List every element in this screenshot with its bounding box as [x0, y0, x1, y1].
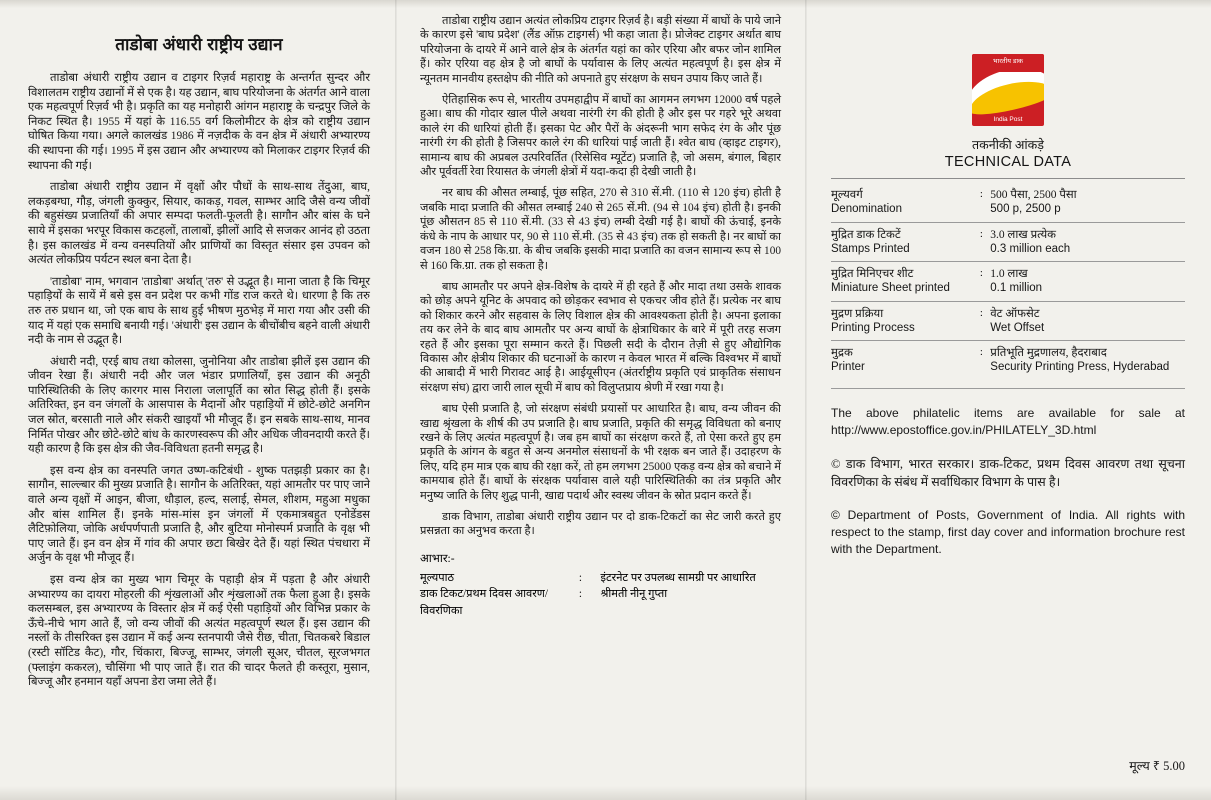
- logo-container: [831, 54, 1185, 126]
- tech-value-en: Wet Offset: [990, 321, 1045, 334]
- paragraph: नर बाघ की औसत लम्बाई, पूंछ सहित, 270 से 310 सें.मी. (110 से 120 इंच) होती है जबकि मादा प्रजाति की औसत लम्बाई 240 से 265 सें.मी. (94 से 104 इंच) होती है। इनकी पूंछ औसतन 85 से 110 सें.मी. (33 से 43 इंच) लम्बी देखी गई है। बाघों की ऊंचाई, इनके कंधे के नाप के आधार पर, 90 से 110 सें.मी. (35 से 43 इंच) तक हो सकती है। नर बाघों का वजन 180 से 258 कि.ग्रा. के बीच जबकि इसकी मादा प्रजाति का वजन सामान्य रूप से 100 से 160 कि.ग्रा. तक हो सकता है।: [420, 187, 781, 272]
- tech-label: [831, 222, 973, 262]
- tech-colon: :: [973, 262, 991, 302]
- acknowledgement-table: [420, 570, 781, 620]
- price-label: मूल्य ₹ 5.00: [1129, 759, 1185, 773]
- tech-value-en: 0.3 million each: [990, 242, 1071, 255]
- tech-value-hi: 1.0 लाख: [990, 268, 1028, 280]
- paragraph: अंधारी नदी, एरई बाघ तथा कोलसा, जुनोनिया और ताडोबा झीलें इस उद्यान की जीवन रेखा हैं। अंधारी नदी और जल भंडार प्रणालियाँ, इस उद्यान की अनूठी पारिस्थितिकी के लिए कारगर मास निराला जलापूर्ति का स्रोत सिद्ध होती हैं। इसके अतिरिक्त, इन वन जंगलों के आसपास के मैदानों और पहाड़ियों में छोटे-छोटे अनगिन जल स्रोत, बरसाती नाले और संकरी खाइयाँ भी मौजूद हैं। इन सबके साथ-साथ, मानव निर्मित पोखर और छोटे-छोटे बांध के कारणस्वरूप की और अधिक जीवनदायी करते हैं। यही कारण है कि इस क्षेत्र की जैव-विविधता हतनी समृद्ध है।: [28, 355, 370, 456]
- ack-key: डाक टिकट/प्रथम दिवस आवरण/: [420, 588, 548, 601]
- tech-label-en: Printer: [831, 361, 865, 373]
- ack-colon: :: [578, 571, 582, 584]
- tech-label-hi: मुद्रण प्रक्रिया: [831, 307, 884, 320]
- tech-label-hi: मुद्रित मिनिएचर शीट: [831, 268, 914, 280]
- acknowledgement-heading: आभार:-: [420, 552, 455, 565]
- copyright-english: © Department of Posts, Government of India. All rights with respect to the stamp, first day cover and information brochure rest with the Department.: [831, 507, 1185, 556]
- table-row: [831, 222, 1185, 262]
- ack-value: श्रीमती नीनू गुप्ता: [600, 588, 668, 601]
- tech-value: [990, 262, 1185, 302]
- tech-value-hi: 500 पैसा, 2500 पैसा: [990, 189, 1077, 201]
- table-row: [831, 183, 1185, 222]
- tech-value-hi: वेट ऑफसेट: [990, 307, 1040, 320]
- paragraph: इस वन्य क्षेत्र का मुख्य भाग चिमूर के पहाड़ी क्षेत्र में पड़ता है और अंधारी अभ्यारण्य का दायरा मोहरली की शृंखलाओं और शृंखलाओं तक फैला हुआ है। इसके कलसम्बल, इस अभ्यारण्य के विस्तार क्षेत्र में कई ऐसी पहाड़ियों और विभिन्न प्रकार के ऊँचे-नीचे भाग आते हैं, जो वन्य जीवों की अत्यंत महत्वपूर्ण स्थल हैं। इस उद्यान की नस्लों के तीसरिक्त इस उद्यान में कई अन्य स्तनपायी जैसे रीछ, चीता, चितकबरे बिडाल (रस्टी सॉटिड कैट), गौर, चिंकारा, बिज्जू, साम्भर, जंगली सूअर, चीतल, सूरजभगत (फ्लाइंग ककरल), चौसिंगा भी पाए जाते हैं। रात की चादर फैलते ही कस्तूरा, मुसान, बिज्जू और हनमान यहाँ अपना डेरा जमा लेते हैं।: [28, 574, 370, 689]
- paragraph: डाक विभाग, ताडोबा अंधारी राष्ट्रीय उद्यान पर दो डाक-टिकटों का सेट जारी करते हुए प्रसन्नता का अनुभव करता है।: [420, 511, 781, 538]
- tech-colon: :: [973, 183, 991, 222]
- ack-colon: :: [578, 588, 582, 601]
- paragraph: 'ताडोबा' नाम, भगवान 'ताडोबा' अर्थात् 'तरु' से उद्भूत है। माना जाता है कि चिमूर पहाड़ियों के सायें में बसे इस वन प्रदेश पर कभी गोंड राज करते थे। धारणा है कि तरु तरु तरु प्रधान था, जो एक बाघ के साथ हुई भीषण मुठभेड़ में मारा गया और उसी की याद में यहां एक समाधि बनायी गई। 'अंधारी' इस उद्यान के बीचोंबीच बहने वाली अंधारी नदी के नाम से उद्भूत है।: [28, 275, 371, 347]
- divider: [831, 388, 1185, 389]
- technical-data-heading-hi: तकनीकी आंकड़े: [972, 138, 1044, 152]
- paragraph: ताडोबा अंधारी राष्ट्रीय उद्यान में वृक्षों और पौधों के साथ-साथ तेंदुआ, बाघ, लकड़बग्घा, गौड़, जंगली कुक्कुर, सियार, काकड़, गवल, साम्भर आदि जैसे वन्य जीवों की बहुसंख्य प्रजातियाँ की अपार सम्पदा फलती-फूलती है। सागौन और बांस के घने साये में इसका भरपूर विकास कटहलों, तालाबों, झीलों आदि से सजकर आनंद हो उठता है। इस कालखंड में वन्य वनस्पतियों और प्राणियों का विस्तृत संसार इस उपवन को अत्यंत लोकप्रिय पर्यटन स्थल बना देता है।: [28, 181, 370, 267]
- paragraph: ऐतिहासिक रूप से, भारतीय उपमहाद्वीप में बाघों का आगमन लगभग 12000 वर्ष पहले हुआ। बाघ की गोदार खाल पीले अथवा नारंगी रंग की होती है और इस पर गहरे भूरे अथवा काले रंग की धारियां होती हैं। इसका पेट और पैरों के अंदरूनी भाग सफेद रंग के और पूंछ नारंगी रंग की होती है जिसपर काले रंग की धारियां पाई जाती हैं। श्वेत बाघ (व्हाइट टाइगर), सामान्य बाघ की अप्रबल उत्परिवर्तित (रिसेसिव म्यूटेंट) प्रजाति है, जो असम, बंगाल, बिहार और पूर्ववर्ती रेवा रियासत के जंगली क्षेत्रों में यदा-कदा ही देखी जाती है।: [420, 94, 781, 179]
- tech-label: [831, 262, 973, 302]
- table-row: [420, 586, 781, 603]
- technical-data-heading-en: TECHNICAL DATA: [944, 154, 1072, 170]
- ack-colon: [579, 603, 601, 620]
- ack-key: विवरणिका: [420, 604, 463, 617]
- ack-key: मूल्यपाठ: [420, 571, 455, 584]
- tech-value-hi: 3.0 लाख प्रत्येक: [990, 228, 1056, 241]
- tech-label: [831, 301, 973, 341]
- sale-availability-note: The above philatelic items are available for sale at http://www.epostoffice.gov.in/PHILATELY_3D.html: [831, 405, 1185, 437]
- tech-label: [831, 341, 973, 380]
- tech-value: [990, 183, 1185, 222]
- copyright-hindi: © डाक विभाग, भारत सरकार। डाक-टिकट, प्रथम दिवस आवरण तथा सूचना विवरणिका के संबंध में सर्वाधिकार विभाग के पास है।: [831, 456, 1185, 489]
- logo-english-text: India Post: [993, 116, 1023, 123]
- ack-value: इंटरनेट पर उपलब्ध सामग्री पर आधारित: [600, 571, 756, 584]
- right-column: [805, 0, 1211, 800]
- left-column: [0, 0, 396, 800]
- technical-data-heading: [831, 136, 1185, 170]
- paragraph: बाघ आमतौर पर अपने क्षेत्र-विशेष के दायरे में ही रहते हैं और मादा तथा उसके शावक को छोड़ अपने यूनिट के अपवाद को छोड़कर स्वभाव से एकचर जीव होते हैं। प्रत्येक नर बाघ को शिकार करने और सहवास के लिए विशाल क्षेत्र की आवश्यकता होती है। अपना इलाका तय कर लेने के बाद बाघ आमतौर पर अन्य बाघों के क्षेत्राधिकार के बारे में पूरी तरह सजग रहते हैं और इसका पूरा सम्मान करते हैं। पिछली सदी के दौरान तेज़ी से हुए औद्योगिक विकास और क्षेत्रीय शिकार की घटनाओं के कारण न केवल भारत में बल्कि विश्वभर में बाघों की आबादी में भारी गिरावट आई है। आईयूसीएन (अंतर्राष्ट्रीय प्रकृति एवं प्राकृतिक संसाधन संरक्षण संघ) द्वारा जारी लाल सूची में बाघ को विलुप्तप्राय श्रेणी में रखा गया है।: [420, 280, 781, 394]
- paragraph: इस वन्य क्षेत्र का वनस्पति जगत उष्ण-कटिबंधी - शुष्क पतझड़ी प्रकार का है। सागौन, साल्ल्बार की मुख्य प्रजाति है। सागौन के अतिरिक्त, यहां आमतौर पर पाए जाने वाले अन्य वृक्षों में आइन, बीजा, धौड़ाल, हल्द, सलाई, सेमल, शीशम, महुआ मधुका और बांस शामिल हैं। इनके मांस-मांस इन जंगलों में एकमात्रबहुत एनोडेंडस लैटिफ़ोलिया, जोकि अर्धपर्णपाती प्रजाति है, और बुटिया मोनोस्पर्म प्रजाति के वृक्ष भी पाए जाते हैं। इन वन क्षेत्र में गांव की अपार छटा बिखेर देते हैं। यहां स्थित पंचधारा में अर्जुन के वृक्ष भी मौजूद हैं।: [28, 464, 370, 565]
- table-row: [831, 301, 1185, 341]
- tech-value-en: Security Printing Press, Hyderabad: [990, 361, 1170, 373]
- tech-value: [990, 222, 1185, 262]
- tech-label-hi: मुद्रित डाक टिकटें: [831, 228, 901, 241]
- tech-label-en: Printing Process: [831, 321, 915, 334]
- tech-colon: :: [973, 301, 991, 341]
- tech-value-en: 500 p, 2500 p: [990, 203, 1061, 215]
- tech-label-en: Stamps Printed: [831, 242, 910, 255]
- table-row: [831, 262, 1185, 302]
- tech-label-en: Denomination: [831, 203, 902, 215]
- tech-label-hi: मुद्रक: [831, 347, 853, 359]
- paragraph: ताडोबा अंधारी राष्ट्रीय उद्यान व टाइगर रिज़र्व महाराष्ट्र के अन्तर्गत सुन्दर और विशालतम राष्ट्रीय उद्यानों में से एक है। यह उद्यान, बाघ परियोजना के अंतर्गत आने वाला एक महत्वपूर्ण रिज़र्व भी है। प्रकृति का यह मनोहारी आंगन महाराष्ट्र के चन्द्रपुर जिले के निकट स्थित है। 1955 में यहां के 116.55 वर्ग किलोमीटर के क्षेत्र को राष्ट्रीय उद्यान घोषित किया गया। अगले कालखंड 1986 में नज़दीक के वन क्षेत्र में अंधारी अभ्यारण्य की स्थापना की गई। 1995 में इस उद्यान और अभ्यारण्य को मिलाकर टाइगर रिज़र्व की स्थापना की गई।: [28, 72, 370, 172]
- tech-value-en: 0.1 million: [990, 282, 1043, 294]
- table-row: [831, 341, 1185, 380]
- paragraph: ताडोबा राष्ट्रीय उद्यान अत्यंत लोकप्रिय टाइगर रिज़र्व है। बड़ी संख्या में बाघों के पाये जाने के कारण इसे 'बाघ प्रदेश' (लैंड ऑफ़ टाइगर्स) भी कहा जाता है। प्रोजेक्ट टाइगर अर्थात बाघ परियोजना के दायरे में आने वाले क्षेत्र के अंतर्गत यहां का कोर एरिया और बफर जोन शामिल हैं। कोर एरिया वह क्षेत्र है जो बाघों के पर्यावास के लिए अत्यंत महत्वपूर्ण है। इस क्षेत्र में न्यूनतम मानवीय हस्तक्षेप की नीति को अपनाते हुए संरक्षण के सघन उपाय किए जाते हैं।: [420, 15, 781, 85]
- tech-value: [990, 341, 1185, 380]
- tech-colon: :: [973, 222, 991, 262]
- table-row: [420, 603, 781, 620]
- tech-label: [831, 183, 973, 222]
- tech-value: [990, 301, 1185, 341]
- table-row: [420, 570, 781, 587]
- technical-data-table: [831, 183, 1185, 380]
- tech-label-en: Miniature Sheet printed: [831, 282, 950, 294]
- ack-value: [600, 603, 781, 620]
- tech-label-hi: मूल्यवर्ग: [831, 189, 863, 201]
- middle-column: [396, 0, 805, 800]
- page-title: ताडोबा अंधारी राष्ट्रीय उद्यान: [115, 35, 283, 54]
- divider: [831, 178, 1185, 179]
- india-post-logo-icon: [972, 54, 1044, 126]
- tech-colon: :: [979, 346, 983, 358]
- tech-value-hi: प्रतिभूति मुद्रणालय, हैदराबाद: [990, 347, 1107, 359]
- paragraph: बाघ ऐसी प्रजाति है, जो संरक्षण संबंधी प्रयासों पर आधारित है। बाघ, वन्य जीवन की खाद्य श्रृंखला के शीर्ष की उप प्रजाति है। बाघ प्रजाति, प्रकृति की समृद्ध विविधता को बनाए रखने के लिए अत्यंत महत्वपूर्ण है। जब हम बाघों का संरक्षण करते हैं, तो ऐसा करते हुए हम प्रकृति के आंगन के बहुत से अन्य अनमोल संसाधनों के भी रक्षक बन जाते हैं। उदाहरण के लिए, यदि हम मात्र एक बाघ की रक्षा करें, तो हम लगभग 25000 एकड़ वन्य क्षेत्र को बचाने में कामयाब होते हैं। बाघों के संरक्षक पर्यावास वाले यही पारिस्थितिकी का तंत्र प्रकृति और मनुष्य जाति के लिए शुद्ध पानी, खाद्य पदार्थ और स्वस्थ जीवन के स्रोत प्रदान करते हैं।: [420, 403, 781, 502]
- logo-hindi-text: भारतीय डाक: [992, 58, 1024, 65]
- acknowledgement-block: [420, 551, 781, 620]
